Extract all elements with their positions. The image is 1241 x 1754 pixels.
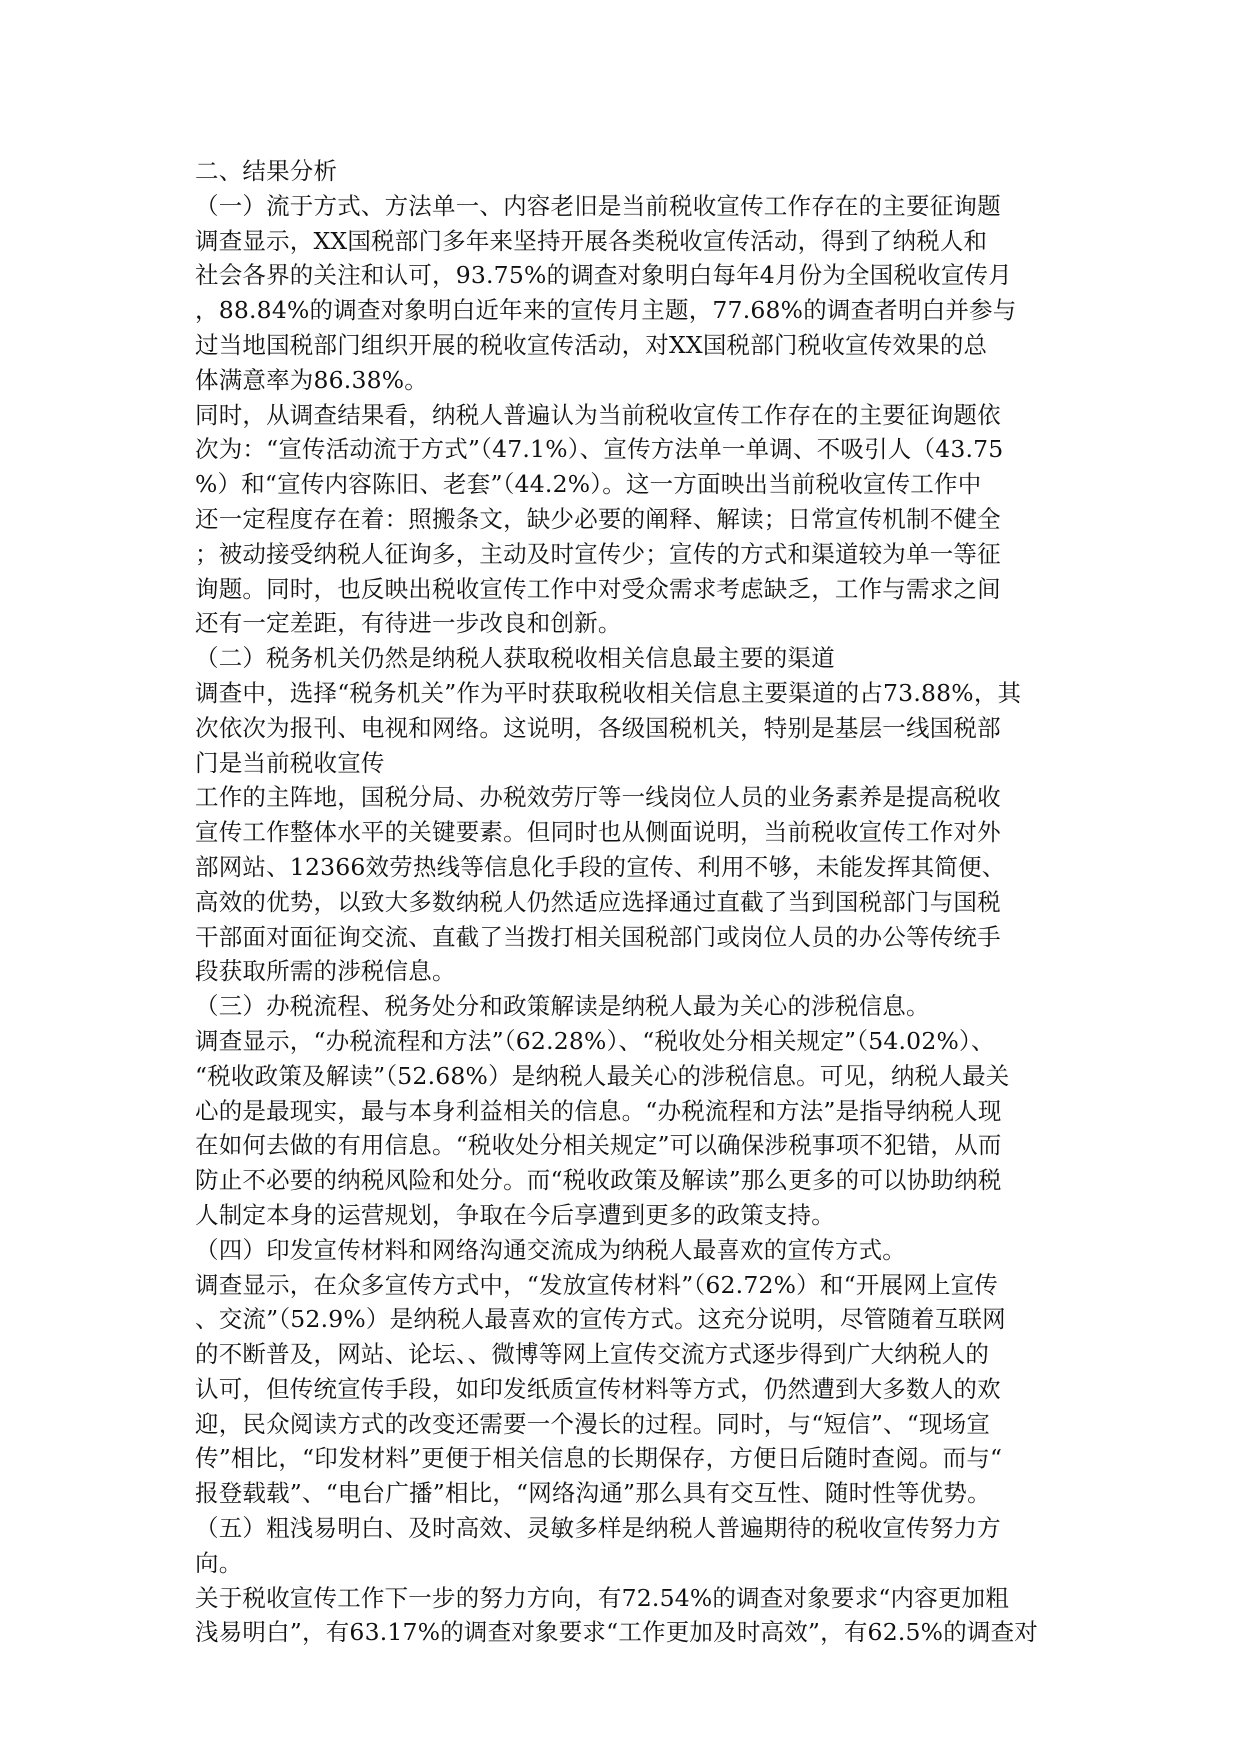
text-line: 调查中，选择“税务机关”作为平时获取税收相关信息主要渠道的占73.88%，其 [195, 678, 1022, 707]
text-line: “税收政策及解读”（52.68%）是纳税人最关心的涉税信息。可见，纳税人最关 [195, 1061, 1010, 1090]
text-line: ，88.84%的调查对象明白近年来的宣传月主题，77.68%的调查者明白并参与 [195, 296, 1017, 325]
text-line: 在如何去做的有用信息。“税收处分相关规定”可以确保涉税事项不犯错，从而 [195, 1131, 1002, 1160]
text-line: 段获取所需的涉税信息。 [195, 957, 456, 986]
text-line: 调查显示，“办税流程和方法”（62.28%）、“税收处分相关规定”（54.02%）、 [195, 1026, 995, 1055]
text-line: 的不断普及，网站、论坛、、微博等网上宣传交流方式逐步得到广大纳税人的 [195, 1340, 990, 1369]
document-body [195, 154, 1055, 1650]
text-line: 二、结果分析 [195, 157, 338, 185]
text-line: 还一定程度存在着：照搬条文，缺少必要的阐释、解读；日常宣传机制不健全 [195, 504, 1001, 533]
text-line: （一）流于方式、方法单一、内容老旧是当前税收宣传工作存在的主要征询题 [195, 191, 1001, 220]
text-line: 次依次为报刊、电视和网络。这说明，各级国税机关，特别是基层一线国税部 [195, 713, 1001, 742]
text-line: 门是当前税收宣传 [195, 748, 385, 777]
text-line: （三）办税流程、税务处分和政策解读是纳税人最为关心的涉税信息。 [195, 992, 930, 1021]
text-line: 还有一定差距，有待进一步改良和创新。 [195, 609, 622, 638]
text-line: 报登载载”、“电台广播”相比，“网络沟通”那么具有交互性、随时性等优势。 [195, 1479, 991, 1508]
text-line: （五）粗浅易明白、及时高效、灵敏多样是纳税人普遍期待的税收宣传努力方 [195, 1514, 1001, 1543]
text-line: 询题。同时，也反映出税收宣传工作中对受众需求考虑缺乏，工作与需求之间 [195, 574, 1001, 603]
text-line: 人制定本身的运营规划，争取在今后享遭到更多的政策支持。 [195, 1200, 835, 1229]
text-line: 调查显示，XX国税部门多年来坚持开展各类税收宣传活动，得到了纳税人和 [195, 226, 988, 255]
text-line: 向。 [195, 1548, 243, 1577]
text-line: 工作的主阵地，国税分局、办税效劳厅等一线岗位人员的业务素养是提高税收 [195, 783, 1001, 812]
text-line: 浅易明白”，有63.17%的调查对象要求“工作更加及时高效”，有62.5%的调查对 [195, 1618, 1038, 1647]
text-line: 部网站、12366效劳热线等信息化手段的宣传、利用不够，未能发挥其简便、 [195, 852, 1006, 881]
text-line: 干部面对面征询交流、直截了当拨打相关国税部门或岗位人员的办公等传统手 [195, 922, 1001, 951]
text-line: 宣传工作整体水平的关键要素。但同时也从侧面说明，当前税收宣传工作对外 [195, 818, 1001, 847]
text-line: 次为：“宣传活动流于方式”（47.1%）、宣传方法单一单调、不吸引人（43.75 [195, 435, 1004, 464]
text-line: 高效的优势，以致大多数纳税人仍然适应选择通过直截了当到国税部门与国税 [195, 887, 1001, 916]
text-line: 社会各界的关注和认可，93.75%的调查对象明白每年4月份为全国税收宣传月 [195, 261, 1012, 290]
text-line: %）和“宣传内容陈旧、老套”（44.2%）。这一方面映出当前税收宣传工作中 [195, 470, 982, 499]
text-line: 同时，从调查结果看，纳税人普遍认为当前税收宣传工作存在的主要征询题依 [195, 400, 1001, 429]
text-line: 防止不必要的纳税风险和处分。而“税收政策及解读”那么更多的可以协助纳税 [195, 1166, 1002, 1195]
text-line: 认可，但传统宣传手段，如印发纸质宣传材料等方式，仍然遭到大多数人的欢 [195, 1374, 1001, 1403]
text-line: 、交流”（52.9%）是纳税人最喜欢的宣传方式。这充分说明，尽管随着互联网 [195, 1305, 1006, 1334]
text-line: （四）印发宣传材料和网络沟通交流成为纳税人最喜欢的宣传方式。 [195, 1235, 906, 1264]
text-line: 心的是最现实，最与本身利益相关的信息。“办税流程和方法”是指导纳税人现 [195, 1096, 1002, 1125]
text-line: 过当地国税部门组织开展的税收宣传活动，对XX国税部门税收宣传效果的总 [195, 330, 988, 359]
text-line: 传”相比，“印发材料”更便于相关信息的长期保存，方便日后随时查阅。而与“ [195, 1444, 1003, 1473]
text-line: 调查显示，在众多宣传方式中，“发放宣传材料”（62.72%）和“开展网上宣传 [195, 1270, 998, 1299]
text-line: （二）税务机关仍然是纳税人获取税收相关信息最主要的渠道 [195, 644, 835, 673]
text-line: 关于税收宣传工作下一步的努力方向，有72.54%的调查对象要求“内容更加粗 [195, 1583, 1010, 1612]
text-line: 体满意率为86.38%。 [195, 365, 429, 394]
text-line: ；被动接受纳税人征询多，主动及时宣传少；宣传的方式和渠道较为单一等征 [195, 539, 1001, 568]
text-line: 迎，民众阅读方式的改变还需要一个漫长的过程。同时，与“短信”、“现场宣 [195, 1409, 991, 1438]
